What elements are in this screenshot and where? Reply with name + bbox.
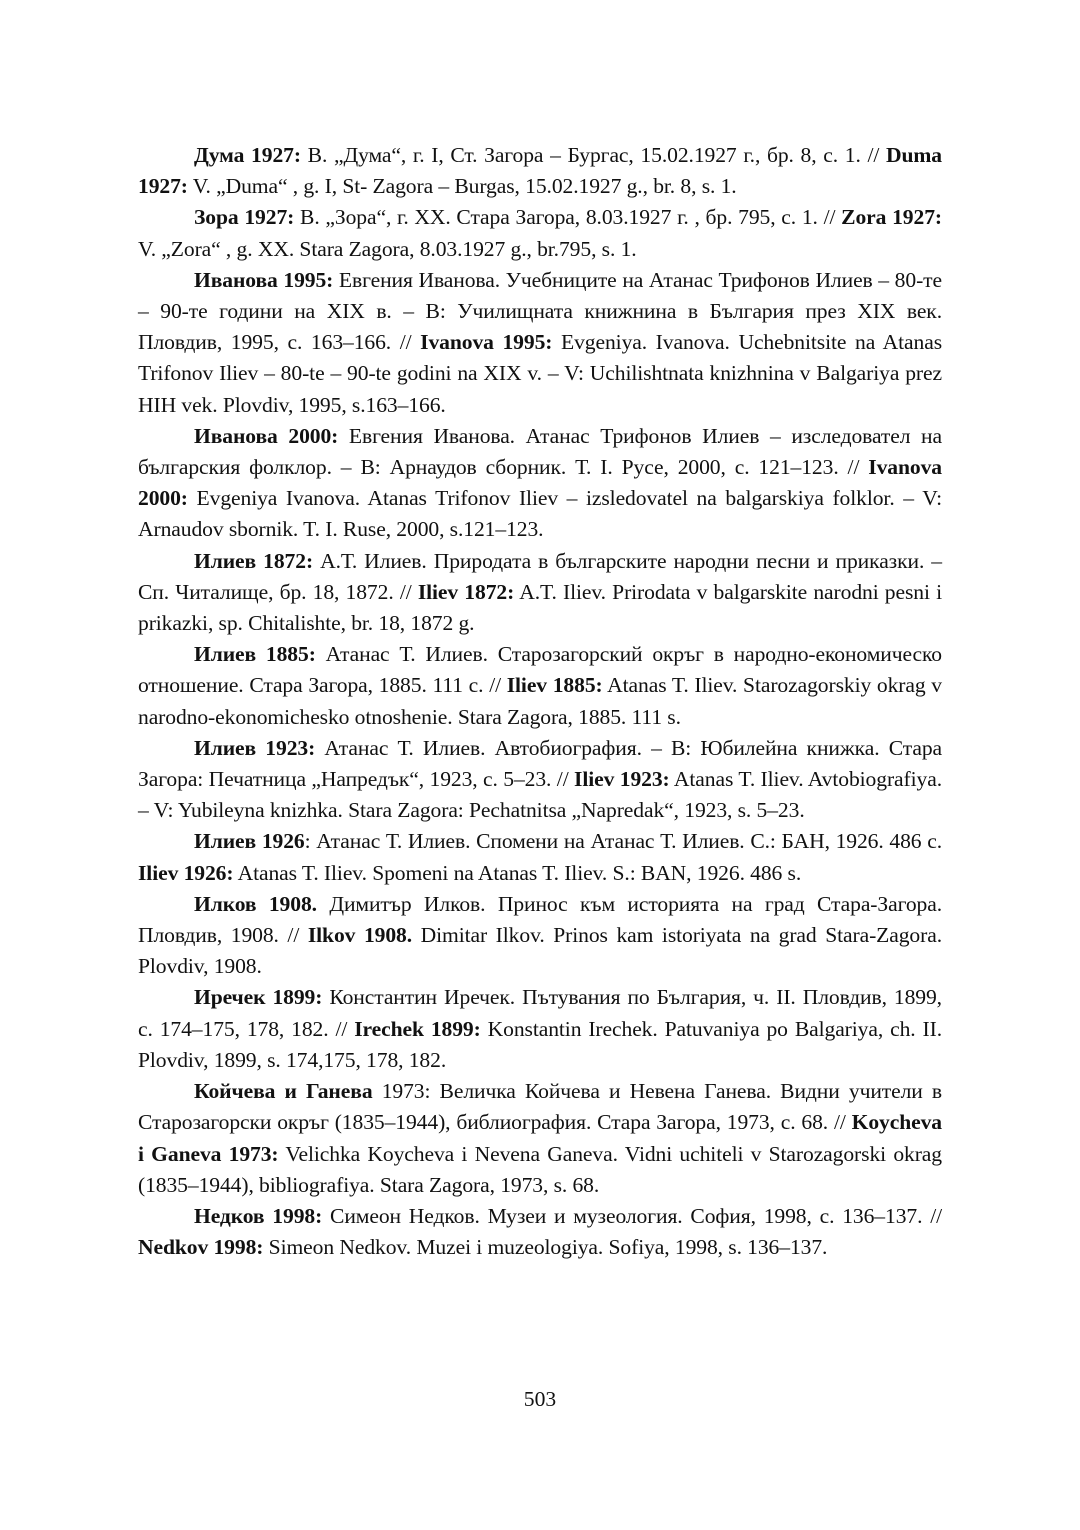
bibliography-entry — [138, 421, 942, 546]
entry-key-latin: Ilkov 1908. — [307, 923, 413, 948]
entry-key-latin: Iliev 1923: — [574, 767, 670, 792]
entry-key-latin: Iliev 1926: — [138, 860, 234, 885]
entry-text: В. „Дума“, г. I, Ст. Загора – Бургас, 15.02.1927 г., бр. 8, с. 1. // — [300, 143, 887, 167]
entry-text: В. „Зора“, г. XX. Стара Загора, 8.03.1927 г. , бр. 795, с. 1. // — [294, 205, 842, 230]
entry-key: Илиев 1923: — [194, 735, 316, 760]
entry-key: Илиев 1885: — [194, 642, 316, 667]
bibliography-entry — [138, 733, 942, 827]
entry-text-latin: Atanas T. Iliev. Starozagorskiy okrag v narodno-ekonomichesko otnoshenie. Stara Zagora, 1885. 111 s. — [138, 673, 942, 729]
bibliography-entry — [138, 202, 942, 264]
entry-text: Атанас Т. Илиев. Автобиография. – В: Юбилейна книжка. Стара Загора: Печатница „Напредък“, 1923, с. 5–23. // — [138, 735, 943, 792]
bibliography-entry — [138, 546, 942, 640]
entry-text-latin: V. „Zora“ , g. XX. Stara Zagora, 8.03.1927 g., br.795, s. 1. — [138, 236, 637, 261]
entry-text: Евгения Иванова. Атанас Трифонов Илиев – изследовател на българския фолклор. – В: Арнаудов сборник. Т. I. Русе, 2000, с. 121–123. // — [138, 423, 942, 480]
entry-text-latin: Dimitar Ilkov. Prinos kam istoriyata na grad Stara-Zagora. Plovdiv, 1908. — [138, 923, 943, 979]
entry-text-latin: Evgeniya Ivanova. Atanas Trifonov Iliev – izsledovatel na balgarskiya folklor. – V: Arnaudov sbornik. T. I. Ruse, 2000, s.121–123. — [138, 486, 942, 542]
entry-key: Илиев 1872: — [194, 548, 314, 573]
bibliography-entry — [138, 889, 942, 983]
entry-text: 1973: Величка Койчева и Невена Ганева. Видни учители в Старозагорски окръг (1835–1944), библиография. Стара Загора, 1973, с. 68. // — [138, 1079, 942, 1135]
entry-text-latin: Velichka Koycheva i Nevena Ganeva. Vidni uchiteli v Starozagorski okrag (1835–1944), bibliografiya. Stara Zagora, 1973, s. 68. — [138, 1141, 942, 1197]
entry-key-latin: Duma 1927: — [138, 143, 943, 199]
bibliography-entry — [138, 1201, 942, 1263]
bibliography-entry — [138, 265, 942, 421]
entry-key: Койчева и Ганева — [194, 1079, 373, 1104]
entry-key-latin: Iliev 1872: — [417, 579, 515, 604]
page-number: 503 — [523, 1387, 557, 1411]
entry-text: : Атанас Т. Илиев. Спомени на Атанас Т. Илиев. С.: БАН, 1926. 486 с. — [304, 829, 943, 854]
entry-text-latin: Konstantin Irechek. Patuvaniya po Balgariya, ch. II. Plovdiv, 1899, s. 174,175, 178, 182. — [138, 1016, 942, 1072]
entry-key: Иванова 1995: — [194, 267, 334, 292]
entry-key: Иванова 2000: — [194, 423, 339, 448]
entry-key-latin: Irechek 1899: — [354, 1016, 481, 1041]
entry-text: А.Т. Илиев. Природата в българските народни песни и приказки. – Сп. Читалище, бр. 18, 1872. // — [138, 548, 943, 604]
entry-key: Иречек 1899: — [194, 985, 323, 1010]
entry-text: Евгения Иванова. Учебниците на Атанас Трифонов Илиев – 80-те – 90-те години на XIX в. – В: Училищната книжнина в България през XIX век. Пловдив, 1995, с. 163–166. // — [138, 267, 942, 355]
entry-text: Атанас Т. Илиев. Старозагорский окръг в народно-економическо отношение. Стара Загора, 1885. 111 с. // — [138, 642, 942, 698]
entry-key-latin: Zora 1927: — [841, 205, 942, 230]
entry-text-latin: Simeon Nedkov. Muzei i muzeologiya. Sofiya, 1998, s. 136–137. — [263, 1235, 828, 1260]
entry-text-latin: Atanas T. Iliev. Avtobiografiya. – V: Yubileyna knizhka. Stara Zagora: Pechatnitsa „Napredak“, 1923, s. 5–23. — [138, 767, 942, 823]
entry-key: Илиев 1926 — [194, 829, 305, 854]
entry-key: Зора 1927: — [194, 205, 295, 230]
bibliography-entry — [138, 639, 942, 733]
entry-text-latin: Atanas T. Iliev. Spomeni na Atanas T. Iliev. S.: BAN, 1926. 486 s. — [233, 860, 802, 885]
bibliography-entry — [138, 140, 942, 202]
entry-key-latin: Ivanova 2000: — [138, 455, 942, 511]
entry-key-latin: Nedkov 1998: — [138, 1235, 264, 1260]
entry-text-latin: V. „Duma“ , g. I, St- Zagora – Burgas, 15.02.1927 g., br. 8, s. 1. — [187, 174, 737, 199]
entry-key-latin: Iliev 1885: — [506, 673, 603, 698]
bibliography-entry — [138, 826, 942, 888]
entry-key: Илков 1908. — [194, 891, 317, 916]
entry-key: Недков 1998: — [194, 1203, 323, 1228]
entry-key: Дума 1927: — [194, 143, 301, 167]
entry-key-latin: Koycheva i Ganeva 1973: — [138, 1110, 942, 1166]
entry-text-latin: A.T. Iliev. Prirodata v balgarskite narodni pesni i prikazki, sp. Chitalishte, br. 18, 1872 g. — [138, 579, 942, 636]
entry-text: Димитър Илков. Принос към историята на град Стара-Загора. Пловдив, 1908. // — [138, 891, 942, 948]
entry-text: Константин Иречек. Пътувания по България, ч. II. Пловдив, 1899, с. 174–175, 178, 182. // — [138, 985, 942, 1041]
bibliography-entry — [138, 982, 942, 1076]
bibliography-page — [138, 140, 942, 1263]
entry-text-latin: Evgeniya. Ivanova. Uchebnitsite na Atanas Trifonov Iliev – 80-te – 90-te godini na XIX v. – V: Uchilishtnata knizhnina v Balgariya prez HIH vek. Plovdiv, 1995, s.163–166. — [138, 330, 943, 417]
entry-text: Симеон Недков. Музеи и музеология. София, 1998, с. 136–137. // — [322, 1203, 942, 1228]
bibliography-entry — [138, 1076, 942, 1201]
entry-key-latin: Ivanova 1995: — [420, 330, 553, 355]
